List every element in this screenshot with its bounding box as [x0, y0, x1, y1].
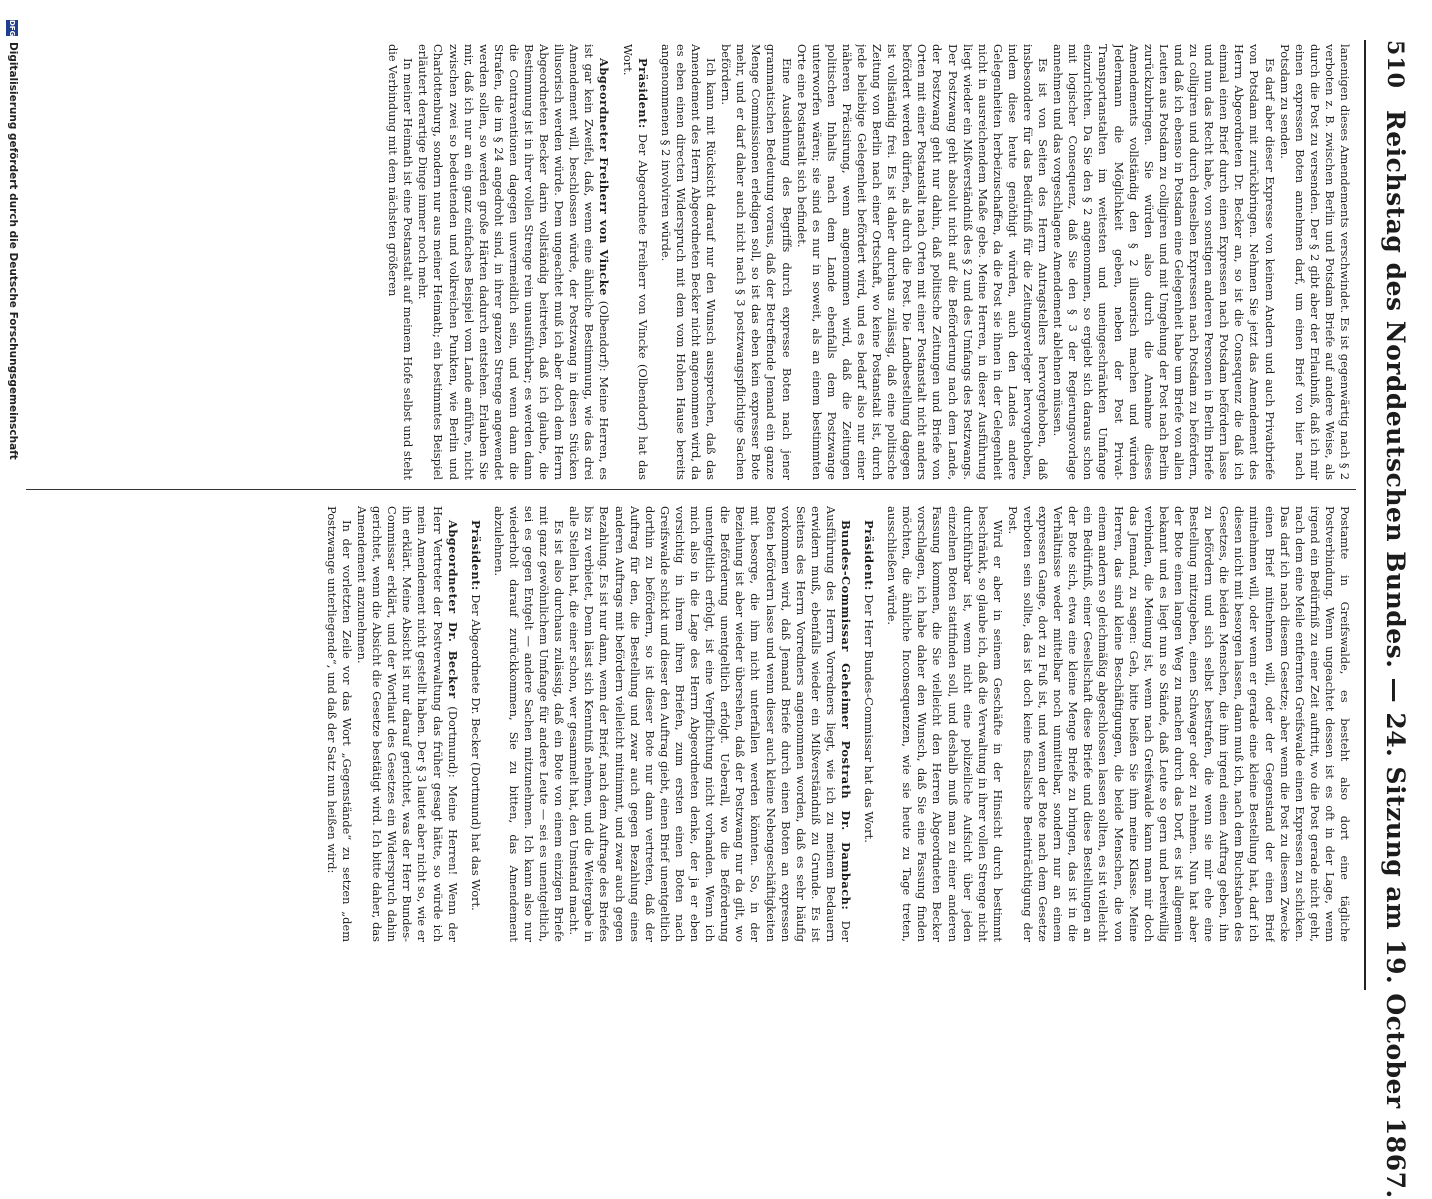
speech-text: (Dortmund): Meine Herren! Wenn der Herr Vertreter der Postverwaltung das früher gesagt hätte, so würde ich mein Amendement nicht gestellt haben. Der § 3 lautet aber nicht so, wie er ihn erklärt. Meine Absicht ist nur darauf gerichtet, was der Herr Bundes-Commissar erklärt, und der Wortlaut des Gesetzes ein Widerspruch dahin gerichtet, wenn die Absicht die Gesetze bestätigt wird. Ich bitte daher, das Amendement anzunehmen.	[355, 506, 460, 942]
speech-text: Der Abgeordnete Freiherr von Vincke (Olbendorf) hat das Wort.	[620, 44, 650, 480]
paragraph: Wird er aber in seinem Geschäfte in der Hinsicht durch bestimmt beschränkt, so glaube ich, daß die Verwaltung in ihrer vollen Strenge nicht durchführbar ist, wenn nicht eine polizeiliche Aufsicht über jeden einzelnen Boten stattfinden soll, und deshalb muß man zu einer anderen Fassung kommen, die Sie vielleicht den Herren Abgeordneten Becker vorschlagen, ich habe daher den Wunsch, daß Sie eine Fassung finden möchten, die ähnliche Inconsequenzen, wie sie heute zu Tage treten, ausschließen würde.	[885, 506, 1005, 942]
speech-text: Der Ausführung des Herrn Vorredners liegt, wie ich zu meinem Bedauern erwidern muß, ebenfalls wieder ein Mißverständniß zu Grunde. Es ist Seitens des Herrn Vorredners angenommen worden, daß es sehr häufig vorkommen wird, daß Jemand Briefe durch einen Boten an expressen Boten befördern lasse und wenn dieser auch kleine Nebengeschäftigkeiten mit besorge, die ihm nicht unterfallen werden könnten. So, in der Beziehung ist aber wieder übersehen, daß der Postzwang nur da gilt, wo die Beförderung unentgeltlich erfolgt. Ueberall, wo die Beförderung unentgeltlich erfolgt, ist eine Verpflichtung nicht vorhanden. Wenn ich mich also in die Lage des Herrn Abgeordneten denke, der ja er eben vorsichtig in ihrem ihren Briefen, zum ersten einen Boten nach Greifswalde schickt und dieser den Auftrag giebt, einen Brief unentgeltlich dorthin zu befördern, so ist dieser Bote nur dann vertreten, daß der Auftrag für den, die Bestellung und zwar auch gegen Bezahlung eines anderen Auftrags mit befördern vielleicht mitnimmt, und zwar auch gegen Bezahlung. Es ist nur dann, wenn der Brief, nach dem Auftrage des Briefes bis zu verbietet, Denn lässt sich Kenntniß nehmen, und die Weitergabe in alle Stellen hat, die einer schon, wer gesammelt hat, den Umstand macht.	[567, 506, 853, 942]
paragraph: In der vorletzten Zeile vor das Wort „Gegenstände“ zu setzen „dem Postzwange unterliegende“, und daß der Satz nun heißen wird:	[324, 506, 354, 942]
paragraph: Es ist von Seiten des Herrn Antragstellers hervorgehoben, daß insbesondere für das Bedürfniß für die Zeitungsverleger hervorgehoben, indem diese heute genöthigt würden, auch den Landes andere Gelegenheiten herbeizuschaffen, da die Post sie ihnen in der Gelegenheit nicht in ausreichendem Maße gebe. Meine Herren, in dieser Ausführung liegt wieder ein Mißverständniß des § 2 und des Umfangs des Postzwangs. Der Postzwang geht absolut nicht auf die Beförderung nach dem Lande, der Postzwang geht nur dahin, daß politische Zeitungen und Briefe von Orten mit einer Postanstalt nach Orten mit einer Postanstalt nicht anders befördert werden dürfen, als durch die Post. Die Landbestellung dagegen ist vollständig frei. Es ist daher durchaus zulässig, daß eine politische Zeitung von Berlin nach einer Ortschaft, wo keine Postanstalt ist, durch jede beliebige Gelegenheit befördert wird, und es bedarf also nur einer näheren Präcisirung, wenn angenommen wird, daß die Zeitungen politischen Inhalts nach dem Lande ebenfalls dem Postzwange unterworfen wären; sie sind es nur in soweit, als an einem bestimmten Orte eine Postanstalt sich befindet.	[794, 44, 1051, 480]
paragraph: In meiner Heimath ist eine Postanstalt auf meinem Hofe selbst und steht die Verbindung mit dem nächsten größeren	[386, 44, 416, 480]
paragraph: Es darf aber dieser Expresse von keinem Andern und auch Privatbriefe von Potsdam mit zurückbringen. Nehmen Sie jetzt das Amendement des Herrn Abgeordneten Dr. Becker an, so ist die Consequenz die daß ich einmal einen Brief durch einen Expressen nach Potsdam befördern lasse und nun das Recht habe, von sonstigen anderen Personen in Berlin Briefe zu colligiren und durch denselben Expressen nach Potsdam zu befördern, und daß ich ebenso in Potsdam eine Gelegenheit habe um Briefe von allen Leuten aus Potsdam zu colligiren und mit Umgehung der Post nach Berlin zurückzubringen. Sie würden also durch die Annahme dieses Amendements vollständig den § 2 illusorisch machen und würden Jedermann die Möglichkeit geben, neben der Post Privat-Transportanstalten im weitesten und uneingeschränkten Umfange einzurichten. Da Sie den § 2 angenommen, so ergiebt sich daraus schon mit logischer Consequenz, daß Sie den § 3 der Regierungsvorlage annehmen und das vorgeschlagene Amendement ablehnen müssen.	[1051, 44, 1277, 480]
page-header	[1360, 0, 1416, 1199]
paragraph: Postamte in Greifswalde, es besteht also dort eine tägliche Postverbindung. Wenn ungeachtet dessen ist es oft in der Lage, wenn irgend ein Bedürfniß zu einer Zeit auftritt, wo die Post gerade nicht geht, nach dem eine Meile entfernten Greifswalde einen Expressen zu schicken. Das darf ich nach diesem Gesetze; aber wenn die Post zu diesem Zwecke einen Brief mitnehmen will, oder der Gegenstand der einen Brief mitnehmen will, oder wenn er gerade eine kleine Bestellung hat, darf ich diesen nicht mit besorgen lassen, dann muß ich, nach dem Buchstaben des Gesetzes, die beiden Menschen, die ihm irgend einen Auftrag geben, ihn zu befördern und sich selbst bestrafen, die wenn sie mir ehe eine Bestellung mitzugeben, einen Schwager oder zu nehmen. Nun hat aber der Bote einen langen Weg zu machen durch das Dorf, es ist allgemein bekannt und es liegt nun so Stände, daß Leute so gern und bereitwillig verbinden, die Meinung ist, wenn nach Greifswalde kann man mir doch das Jemand, zu sagen: Geh, bitte beißen Sie ihm meine Klasse. Meine Herren, das sind kleine Beschäftigungen, die beide Menschen, die von einem andern so gleichmäßig abgeschlossen lassen sollten, es ist vielleicht ein Bedürfniß, einer Gesellschaft diese Briefe und diese Bestellungen an der Bote sich, etwa eine kleine Menge Briefe zu bringen, das ist in die Verhältnisse weder mittelbar noch unmittelbar, sondern nur an einem expressen Gange, dort zu Fuß ist, und wenn der Bote nach dem Gesetze verboten sein sollte, das ist doch keine fiscalische Beeinträchtigung der Post.	[1005, 506, 1352, 942]
speech-paragraph	[415, 44, 611, 480]
speech-paragraph	[354, 506, 460, 942]
speaker-label: Abgeordneter Freiherr von Vincke	[597, 58, 612, 296]
funding-note: Digitalisierung gefördert durch die Deutsche Forschungsgemeinschaft	[7, 42, 19, 460]
right-column	[22, 506, 1352, 942]
page-number: 510	[1382, 40, 1408, 89]
speaker-label: Abgeordneter Dr. Becker	[445, 520, 460, 699]
running-head: Reichstag des Norddeutschen Bundes. — 24. Sitzung am 19. October 1867.	[1381, 110, 1410, 1199]
speech-paragraph	[861, 506, 876, 942]
column-divider	[26, 489, 1356, 490]
speech-text: Der Abgeordnete Dr. Becker (Dortmund) hat das Wort.	[468, 594, 483, 911]
paragraph: Eine Ausdehnung des Begriffs durch expresse Boten nach jener grammatischen Bedeutung voraus, daß der Betreffende Jemand ein ganze Menge Commissionen erledigen soll, so ist das eben kein expresser Bote mehr, und er darf daher auch nicht nach § 3 postzwangspflichtige Sachen befördern.	[719, 44, 794, 480]
left-column	[22, 44, 1352, 480]
paragraph: lanenigen dieses Amendements verschwindet. Es ist gegenwärtig nach § 2 verboten z. B. zwischen Berlin und Potsdam Briefe auf andere Weise, als durch die Post zu versenden. Der § 2 gibt aber der Erlaubniß, daß ich mir einen expressen Boten annehmen darf, um einen Brief von hier nach Potsdam zu senden.	[1277, 44, 1352, 480]
speech-paragraph	[468, 506, 483, 942]
speech-paragraph	[620, 44, 650, 480]
paragraph: Es ist also durchaus zulässig, daß ein Bote von einem einzigen Briefe mit ganz gewöhnlichem Umfange für andere Leute — sei es unentgeltlich, sei es gegen Entgelt — andere Sachen mitzunehmen. Ich kann also nur wiederholt darauf zurückkommen, Sie zu bitten, das Amendement abzulehnen.	[491, 506, 567, 942]
page-footer	[0, 0, 20, 1000]
paragraph: Ich kann mit Rücksicht darauf nur den Wunsch aussprechen, daß das Amendement des Herrn Abgeordneten Becker nicht angenommen wird, da es eben einen directen Widerspruch mit dem vom Hohen Hause bereits angenommenen § 2 involviren würde.	[658, 44, 719, 480]
speech-paragraph	[566, 506, 853, 942]
speaker-label: Präsident:	[468, 520, 483, 591]
speaker-label: Präsident:	[635, 58, 650, 129]
speaker-label: Präsident:	[862, 520, 877, 591]
dfg-logo-icon: DFG	[8, 20, 16, 37]
speech-text: Der Herr Bundes-Commissar hat das Wort.	[862, 594, 877, 843]
header-rule	[1364, 40, 1366, 990]
speaker-label: Bundes-Commissar Geheimer Postrath Dr. Dambach:	[839, 520, 853, 911]
speech-text: (Olbendorf): Meine Herren, es ist gar kein Zweifel, daß, wenn eine ähnliche Bestimmung, wie das drei Amendement will, beschlossen würde, der Postzwang in diesen Stücken illusorisch werden würde. Dem ungeachtet muß ich aber doch dem Herrn Abgeordneten Becker darin vollständig beitreten, daß ich glaube, die Bestimmung ist in ihrer vollen Strenge rein unausführbar; es werden dann die Contraventionen dagegen unvermeidlich sein, und wenn dann die Strafen, die im § 24 angedroht sind, in ihrer ganzen Strenge angewendet werden sollen, so werden große Härten dadurch entstehen. Erlauben Sie mir, daß ich nur an ein ganz einfaches Beispiel vom Lande anführe, nicht zwischen zwei so bedeutenden und volkreichen Punkten, wie Berlin und Charlottenburg, sondern nur aus meiner Heimath; ein bestimmtes Beispiel erläutert derartige Dinge immer noch mehr.	[416, 44, 612, 480]
